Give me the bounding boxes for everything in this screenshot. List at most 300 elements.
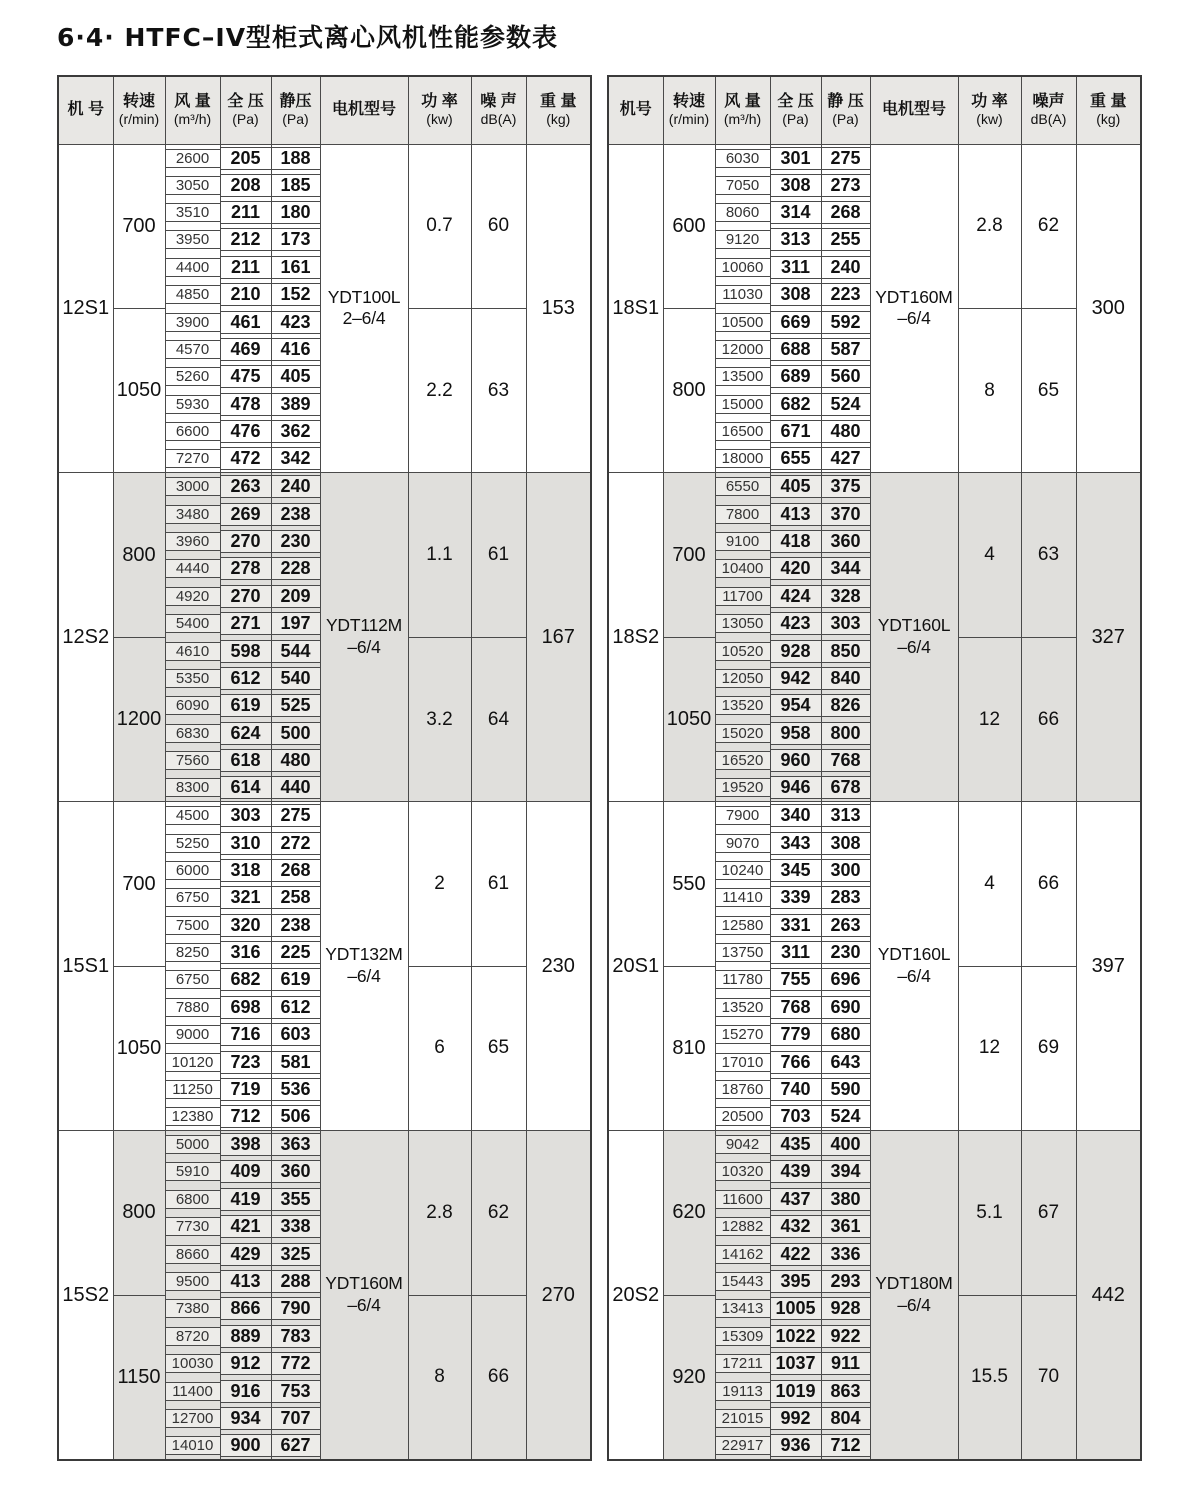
value-box: 475 [221, 365, 271, 388]
static-pressure-cell [821, 1268, 870, 1295]
table-row [58, 802, 591, 830]
total-pressure-cell [770, 610, 821, 637]
static-pressure-cell [271, 391, 320, 418]
value-box: 16520 [716, 751, 770, 770]
weight-cell: 397 [1076, 802, 1141, 1131]
flow-cell [715, 1377, 770, 1404]
value-box: 400 [822, 1133, 870, 1156]
value-box: 310 [221, 832, 271, 855]
col-header-speed [663, 76, 715, 144]
motor-model-line: YDT160L [877, 615, 951, 636]
total-pressure-cell [220, 1103, 271, 1131]
value-box: 669 [771, 311, 821, 334]
flow-cell [165, 939, 220, 966]
static-pressure-cell [821, 473, 870, 501]
value-box: 300 [822, 859, 870, 882]
value-box: 7560 [166, 751, 220, 770]
flow-cell [165, 363, 220, 390]
col-header-label: 全 压 [777, 92, 814, 110]
static-pressure-cell [271, 1377, 320, 1404]
total-pressure-cell [770, 308, 821, 335]
value-box: 4850 [166, 285, 220, 304]
value-box: 8250 [166, 943, 220, 962]
flow-cell [715, 966, 770, 993]
value-box: 992 [771, 1407, 821, 1430]
value-box: 205 [221, 147, 271, 170]
value-box: 210 [221, 283, 271, 306]
static-pressure-cell [271, 1076, 320, 1103]
flow-cell [165, 966, 220, 993]
static-pressure-cell [271, 308, 320, 335]
total-pressure-cell [770, 1295, 821, 1322]
flow-cell [715, 1076, 770, 1103]
value-box: 424 [771, 585, 821, 608]
noise-cell: 67 [1021, 1131, 1076, 1295]
value-box: 779 [771, 1023, 821, 1046]
value-box: 712 [822, 1434, 870, 1457]
value-box: 11250 [166, 1080, 220, 1099]
value-box: 688 [771, 338, 821, 361]
noise-cell: 65 [471, 966, 526, 1130]
total-pressure-cell [220, 1432, 271, 1460]
value-box: 421 [221, 1215, 271, 1238]
total-pressure-cell [220, 829, 271, 856]
value-box: 12882 [716, 1217, 770, 1236]
static-pressure-cell [271, 1405, 320, 1432]
noise-cell: 66 [471, 1295, 526, 1460]
flow-cell [715, 884, 770, 911]
static-pressure-cell [271, 966, 320, 993]
total-pressure-cell [770, 1158, 821, 1185]
noise-cell: 66 [1021, 802, 1076, 966]
value-box: 418 [771, 530, 821, 553]
value-box: 437 [771, 1188, 821, 1211]
flow-cell [715, 445, 770, 473]
value-box: 6000 [166, 861, 220, 880]
col-header-label: 机 号 [67, 100, 104, 118]
static-pressure-cell [821, 1405, 870, 1432]
static-pressure-cell [821, 144, 870, 172]
speed-cell: 600 [663, 144, 715, 308]
motor-cell [320, 802, 408, 1131]
noise-cell: 60 [471, 144, 526, 308]
value-box: 766 [771, 1051, 821, 1074]
value-box: 240 [272, 475, 320, 498]
static-pressure-cell [821, 1350, 870, 1377]
static-pressure-cell [271, 144, 320, 172]
static-pressure-cell [271, 473, 320, 501]
flow-cell [165, 1186, 220, 1213]
value-box: 420 [771, 557, 821, 580]
power-cell: 2.2 [408, 308, 471, 472]
flow-cell [165, 774, 220, 802]
value-box: 7500 [166, 916, 220, 935]
value-box: 850 [822, 640, 870, 663]
value-box: 8660 [166, 1245, 220, 1264]
static-pressure-cell [821, 939, 870, 966]
static-pressure-cell [271, 555, 320, 582]
value-box: 461 [221, 311, 271, 334]
value-box: 4440 [166, 559, 220, 578]
total-pressure-cell [770, 1323, 821, 1350]
flow-cell [165, 1021, 220, 1048]
total-pressure-cell [220, 692, 271, 719]
static-pressure-cell [271, 994, 320, 1021]
static-pressure-cell [821, 172, 870, 199]
static-pressure-cell [271, 1158, 320, 1185]
value-box: 7270 [166, 449, 220, 468]
value-box: 12580 [716, 916, 770, 935]
value-box: 723 [221, 1051, 271, 1074]
flow-cell [715, 500, 770, 527]
total-pressure-cell [220, 418, 271, 445]
value-box: 7730 [166, 1217, 220, 1236]
fan-table-left [57, 75, 592, 1461]
static-pressure-cell [271, 1103, 320, 1131]
value-box: 238 [272, 914, 320, 937]
total-pressure-cell [220, 966, 271, 993]
total-pressure-cell [770, 966, 821, 993]
model-cell: 15S2 [58, 1131, 113, 1460]
total-pressure-cell [770, 528, 821, 555]
value-box: 6800 [166, 1190, 220, 1209]
flow-cell [715, 774, 770, 802]
noise-cell: 62 [471, 1131, 526, 1295]
value-box: 4920 [166, 587, 220, 606]
value-box: 689 [771, 365, 821, 388]
weight-cell: 167 [526, 473, 591, 802]
value-box: 6830 [166, 724, 220, 743]
value-box: 587 [822, 338, 870, 361]
motor-cell [320, 1131, 408, 1460]
noise-cell: 61 [471, 473, 526, 637]
flow-cell [165, 1323, 220, 1350]
value-box: 273 [822, 174, 870, 197]
static-pressure-cell [271, 500, 320, 527]
value-box: 429 [221, 1243, 271, 1266]
value-box: 900 [221, 1434, 271, 1457]
flow-cell [715, 308, 770, 335]
flow-cell [165, 528, 220, 555]
value-box: 619 [272, 968, 320, 991]
static-pressure-cell [271, 226, 320, 253]
value-box: 9500 [166, 1272, 220, 1291]
static-pressure-cell [821, 281, 870, 308]
value-box: 321 [221, 886, 271, 909]
col-header-total-pressure [770, 76, 821, 144]
value-box: 263 [221, 475, 271, 498]
value-box: 1037 [771, 1352, 821, 1375]
static-pressure-cell [271, 1021, 320, 1048]
flow-cell [715, 528, 770, 555]
value-box: 3960 [166, 532, 220, 551]
motor-model-line: YDT132M [325, 944, 403, 965]
col-header-flow [165, 76, 220, 144]
value-box: 783 [272, 1325, 320, 1348]
value-box: 268 [272, 859, 320, 882]
total-pressure-cell [220, 1268, 271, 1295]
value-box: 5930 [166, 395, 220, 414]
value-box: 325 [272, 1243, 320, 1266]
value-box: 16500 [716, 422, 770, 441]
col-header-label: 重 量 [540, 92, 577, 110]
value-box: 212 [221, 228, 271, 251]
total-pressure-cell [770, 1103, 821, 1131]
total-pressure-cell [770, 391, 821, 418]
col-header-weight [526, 76, 591, 144]
col-header-unit: dB(A) [1030, 111, 1067, 128]
value-box: 318 [221, 859, 271, 882]
weight-cell: 153 [526, 144, 591, 473]
flow-cell [165, 1377, 220, 1404]
col-header-label: 电机型号 [331, 100, 396, 118]
value-box: 9070 [716, 834, 770, 853]
value-box: 409 [221, 1160, 271, 1183]
value-box: 12700 [166, 1409, 220, 1428]
static-pressure-cell [821, 1432, 870, 1460]
motor-model-line: YDT160M [875, 286, 953, 307]
static-pressure-cell [271, 528, 320, 555]
total-pressure-cell [220, 911, 271, 938]
flow-cell [165, 1213, 220, 1240]
value-box: 293 [822, 1270, 870, 1293]
static-pressure-cell [271, 829, 320, 856]
power-cell: 3.2 [408, 637, 471, 801]
value-box: 395 [771, 1270, 821, 1293]
value-box: 4610 [166, 642, 220, 661]
total-pressure-cell [770, 500, 821, 527]
total-pressure-cell [220, 1213, 271, 1240]
total-pressure-cell [220, 1186, 271, 1213]
total-pressure-cell [220, 1323, 271, 1350]
flow-cell [165, 1350, 220, 1377]
weight-cell: 327 [1076, 473, 1141, 802]
static-pressure-cell [821, 199, 870, 226]
power-cell: 1.1 [408, 473, 471, 637]
flow-cell [165, 1076, 220, 1103]
motor-pole-line: 2–6/4 [342, 308, 386, 329]
value-box: 275 [272, 804, 320, 827]
static-pressure-cell [271, 857, 320, 884]
value-box: 603 [272, 1023, 320, 1046]
total-pressure-cell [770, 857, 821, 884]
value-box: 308 [822, 832, 870, 855]
static-pressure-cell [271, 1240, 320, 1267]
power-cell: 8 [958, 308, 1021, 472]
col-header-label: 机号 [619, 100, 652, 118]
value-box: 15000 [716, 395, 770, 414]
value-box: 360 [272, 1160, 320, 1183]
table-row [608, 473, 1141, 501]
speed-cell: 620 [663, 1131, 715, 1295]
static-pressure-cell [271, 747, 320, 774]
value-box: 230 [822, 941, 870, 964]
value-box: 590 [822, 1078, 870, 1101]
static-pressure-cell [271, 1213, 320, 1240]
flow-cell [715, 1432, 770, 1460]
value-box: 476 [221, 420, 271, 443]
total-pressure-cell [220, 281, 271, 308]
value-box: 9000 [166, 1025, 220, 1044]
value-box: 4400 [166, 258, 220, 277]
flow-cell [715, 391, 770, 418]
total-pressure-cell [220, 637, 271, 664]
total-pressure-cell [770, 939, 821, 966]
static-pressure-cell [821, 802, 870, 830]
static-pressure-cell [821, 1048, 870, 1075]
total-pressure-cell [770, 199, 821, 226]
static-pressure-cell [271, 583, 320, 610]
value-box: 619 [221, 694, 271, 717]
value-box: 2600 [166, 149, 220, 168]
value-box: 3000 [166, 477, 220, 496]
value-box: 336 [822, 1243, 870, 1266]
flow-cell [165, 692, 220, 719]
static-pressure-cell [271, 610, 320, 637]
flow-cell [165, 1240, 220, 1267]
value-box: 5260 [166, 367, 220, 386]
value-box: 361 [822, 1215, 870, 1238]
col-header-motor [320, 76, 408, 144]
value-box: 161 [272, 256, 320, 279]
flow-cell [715, 418, 770, 445]
value-box: 211 [221, 201, 271, 224]
static-pressure-cell [821, 966, 870, 993]
value-box: 768 [822, 749, 870, 772]
total-pressure-cell [770, 829, 821, 856]
value-box: 389 [272, 393, 320, 416]
flow-cell [165, 1131, 220, 1159]
static-pressure-cell [821, 336, 870, 363]
value-box: 363 [272, 1133, 320, 1156]
total-pressure-cell [220, 747, 271, 774]
col-header-static-pressure [821, 76, 870, 144]
value-box: 536 [272, 1078, 320, 1101]
motor-model-line: YDT180M [875, 1273, 953, 1294]
speed-cell: 1150 [113, 1295, 165, 1460]
value-box: 313 [771, 228, 821, 251]
static-pressure-cell [821, 528, 870, 555]
value-box: 13520 [716, 998, 770, 1017]
flow-cell [165, 1158, 220, 1185]
value-box: 9042 [716, 1135, 770, 1154]
value-box: 9120 [716, 230, 770, 249]
value-box: 223 [822, 283, 870, 306]
static-pressure-cell [821, 1213, 870, 1240]
value-box: 928 [822, 1297, 870, 1320]
static-pressure-cell [271, 199, 320, 226]
value-box: 439 [771, 1160, 821, 1183]
total-pressure-cell [770, 1048, 821, 1075]
value-box: 5350 [166, 669, 220, 688]
value-box: 311 [771, 941, 821, 964]
value-box: 283 [822, 886, 870, 909]
value-box: 13750 [716, 943, 770, 962]
col-header-speed [113, 76, 165, 144]
value-box: 314 [771, 201, 821, 224]
col-header-weight [1076, 76, 1141, 144]
static-pressure-cell [271, 1186, 320, 1213]
static-pressure-cell [271, 939, 320, 966]
value-box: 10320 [716, 1162, 770, 1181]
value-box: 627 [272, 1434, 320, 1457]
value-box: 13500 [716, 367, 770, 386]
value-box: 480 [822, 420, 870, 443]
value-box: 228 [272, 557, 320, 580]
flow-cell [715, 363, 770, 390]
speed-cell: 550 [663, 802, 715, 966]
static-pressure-cell [821, 583, 870, 610]
flow-cell [715, 199, 770, 226]
flow-cell [165, 802, 220, 830]
total-pressure-cell [220, 1377, 271, 1404]
flow-cell [715, 1268, 770, 1295]
value-box: 340 [771, 804, 821, 827]
speed-cell: 1050 [113, 308, 165, 472]
noise-cell: 63 [1021, 473, 1076, 637]
col-header-unit: (kw) [426, 111, 453, 128]
static-pressure-cell [271, 254, 320, 281]
value-box: 14010 [166, 1436, 220, 1455]
value-box: 303 [822, 612, 870, 635]
static-pressure-cell [271, 802, 320, 830]
value-box: 7050 [716, 176, 770, 195]
static-pressure-cell [821, 637, 870, 664]
value-box: 263 [822, 914, 870, 937]
value-box: 544 [272, 640, 320, 663]
flow-cell [715, 747, 770, 774]
total-pressure-cell [220, 336, 271, 363]
total-pressure-cell [770, 1268, 821, 1295]
value-box: 197 [272, 612, 320, 635]
total-pressure-cell [220, 994, 271, 1021]
value-box: 524 [822, 393, 870, 416]
flow-cell [165, 1268, 220, 1295]
total-pressure-cell [220, 391, 271, 418]
col-header-static-pressure [271, 76, 320, 144]
speed-cell: 700 [113, 144, 165, 308]
value-box: 624 [221, 722, 271, 745]
value-box: 6030 [716, 149, 770, 168]
value-box: 18760 [716, 1080, 770, 1099]
value-box: 911 [822, 1352, 870, 1375]
value-box: 480 [272, 749, 320, 772]
flow-cell [715, 172, 770, 199]
value-box: 13050 [716, 614, 770, 633]
value-box: 755 [771, 968, 821, 991]
total-pressure-cell [770, 1432, 821, 1460]
value-box: 772 [272, 1352, 320, 1375]
value-box: 338 [272, 1215, 320, 1238]
static-pressure-cell [271, 445, 320, 473]
value-box: 435 [771, 1133, 821, 1156]
col-header-unit: (m³/h) [723, 111, 762, 128]
total-pressure-cell [220, 308, 271, 335]
total-pressure-cell [770, 665, 821, 692]
flow-cell [165, 281, 220, 308]
tables-container [57, 75, 1140, 1461]
flow-cell [715, 144, 770, 172]
motor-model-line: YDT112M [325, 615, 403, 636]
value-box: 928 [771, 640, 821, 663]
flow-cell [165, 391, 220, 418]
value-box: 472 [221, 447, 271, 470]
static-pressure-cell [821, 555, 870, 582]
value-box: 10120 [166, 1053, 220, 1072]
power-cell: 0.7 [408, 144, 471, 308]
speed-cell: 800 [663, 308, 715, 472]
value-box: 18000 [716, 449, 770, 468]
